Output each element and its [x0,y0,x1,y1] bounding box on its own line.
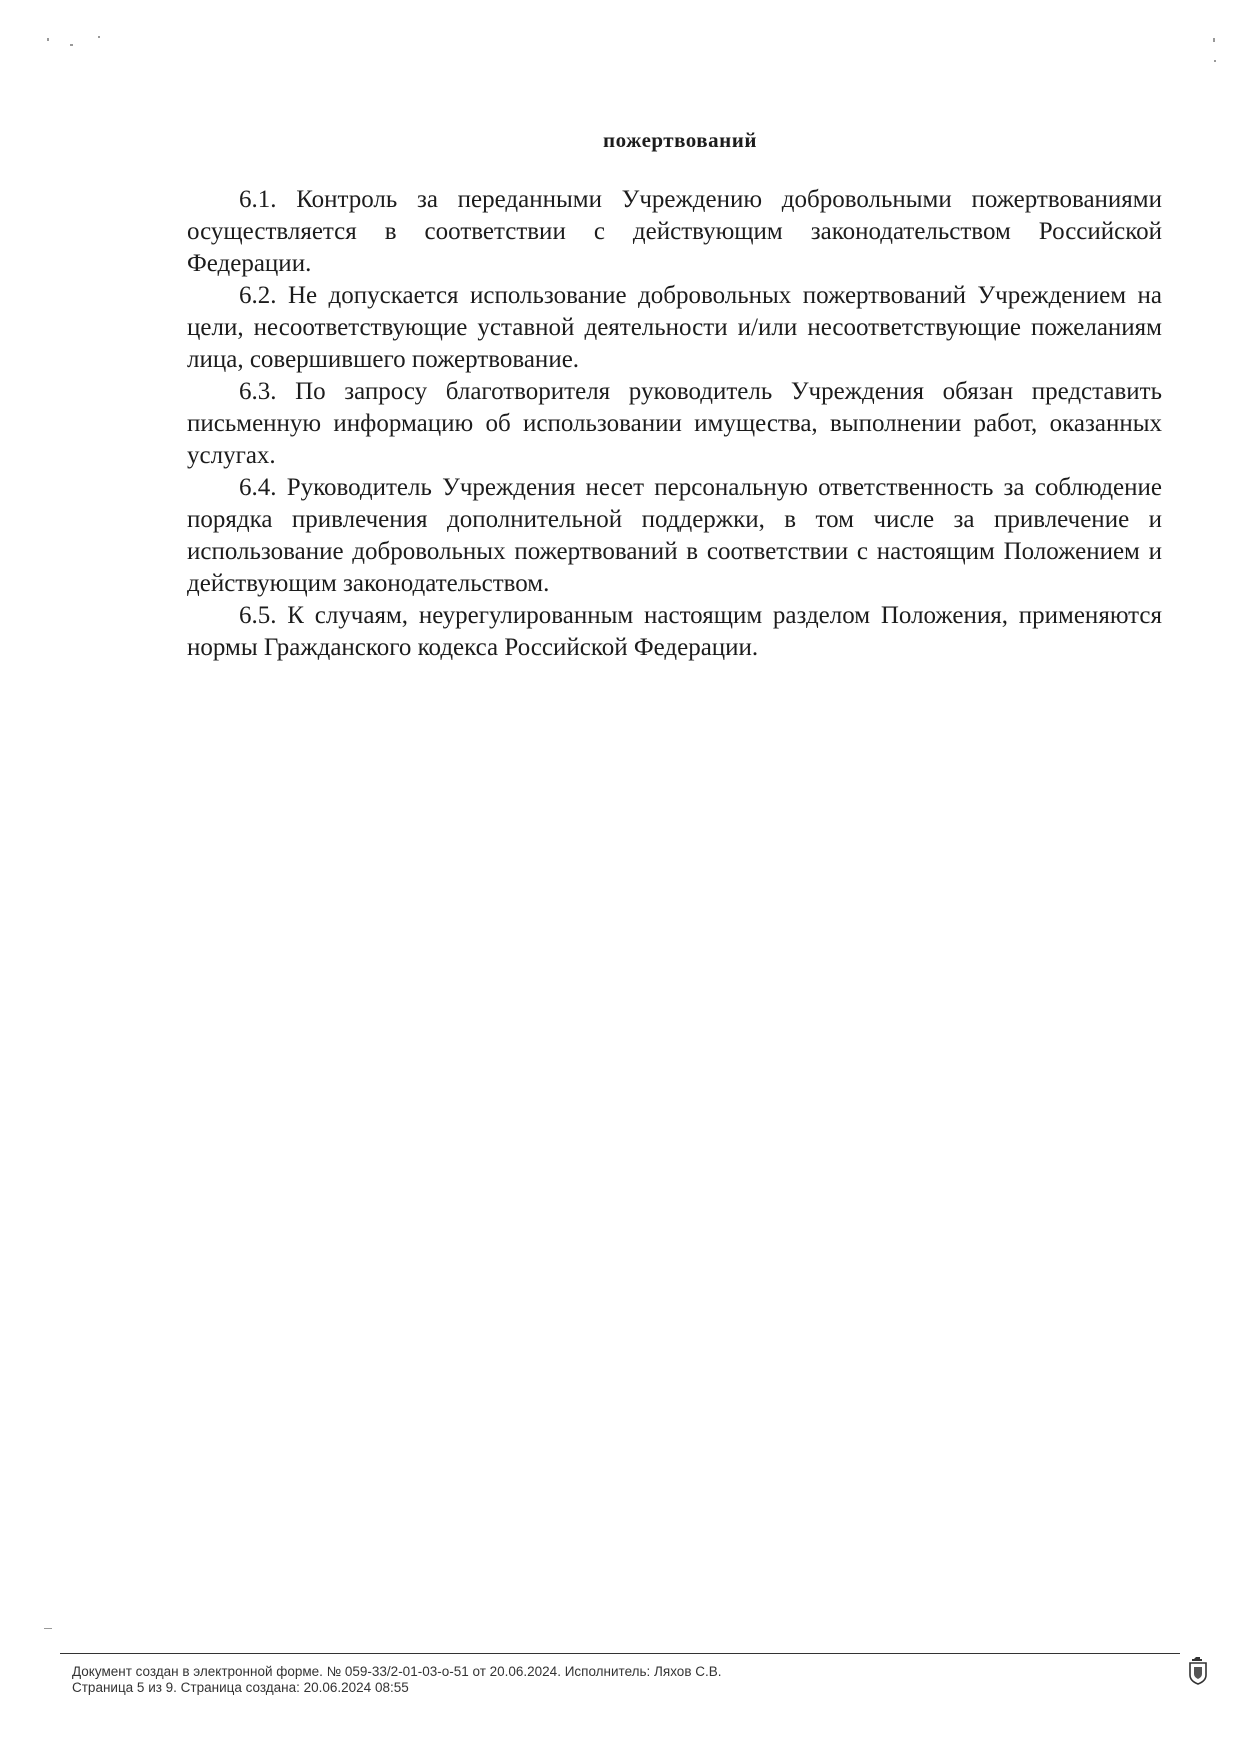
section-heading: пожертвований [603,128,757,152]
paragraph-6-1: 6.1. Контроль за переданными Учреждению добровольными пожертвованиями осуществляется в соответствии с действующим законодательством Российской Федерации. [187,186,1162,277]
scan-speck [44,1628,52,1629]
footer-document-info: Документ создан в электронной форме. № 059-33/2-01-03-о-51 от 20.06.2024. Исполнитель: Ляхов С.В. [72,1664,722,1679]
paragraph-6-2: 6.2. Не допускается использование добровольных пожертвований Учреждением на цели, несоответствующие уставной деятельности и/или несоответствующие пожеланиям лица, совершившего пожертвование. [187,282,1162,373]
coat-of-arms-icon [1187,1655,1209,1685]
paragraph-6-4: 6.4. Руководитель Учреждения несет персональную ответственность за соблюдение порядка привлечения дополнительной поддержки, в том числе за привлечение и использование добровольных пожертвований в соответствии с настоящим Положением и действующим законодательством. [187,474,1162,597]
footer [72,1664,1072,1696]
paragraph-6-5: 6.5. К случаям, неурегулированным настоящим разделом Положения, применяются нормы Гражданского кодекса Российской Федерации. [187,602,1162,661]
scan-speck [1214,60,1216,62]
scan-speck [1213,38,1215,42]
footer-divider [60,1653,1180,1654]
section-body [187,184,1162,664]
scan-speck [47,38,49,41]
scan-speck [98,36,100,38]
scan-speck [70,44,73,46]
paragraph-6-3: 6.3. По запросу благотворителя руководитель Учреждения обязан представить письменную информацию об использовании имущества, выполнении работ, оказанных услугах. [187,378,1162,469]
footer-page-info: Страница 5 из 9. Страница создана: 20.06.2024 08:55 [72,1680,409,1695]
